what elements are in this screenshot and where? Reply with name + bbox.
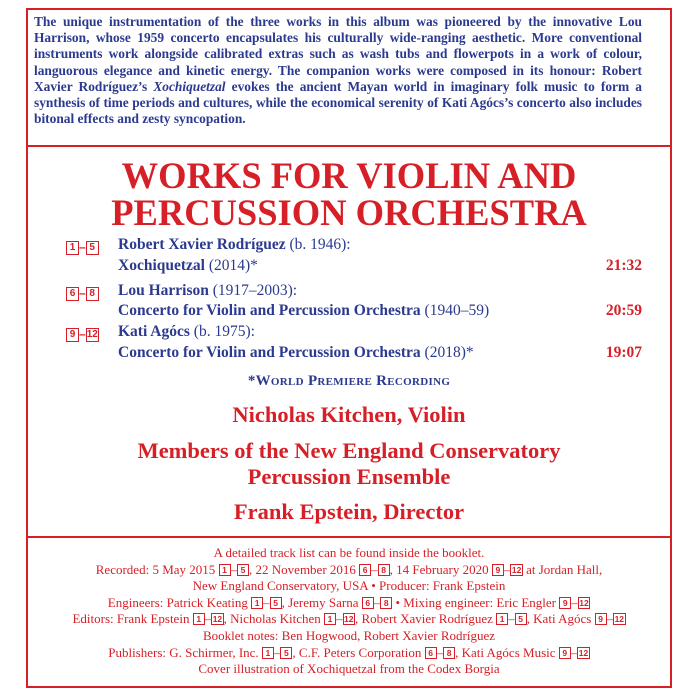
credit-text: , Robert Xavier Rodríguez (355, 611, 493, 627)
track-start-box: 9 (66, 328, 79, 342)
album-title-line1: WORKS FOR VIOLIN AND (121, 155, 577, 196)
piece-year: (1940–59) (420, 302, 490, 319)
track-end-box: 12 (86, 328, 98, 340)
piece-title: Concerto for Violin and Percussion Orchestra (118, 344, 421, 361)
track-number-box: 1 (251, 597, 263, 609)
credit-text: – (373, 594, 381, 610)
credit-text: , Kati Agócs Music (455, 644, 556, 660)
work-1-composer-line (118, 236, 351, 254)
piece-title: Xochiquetzal (118, 257, 205, 274)
description-text-cont: evokes the ancient Mayan world in imaginary folk music to form a synthesis of time periods and cultures, while the economical serenity of Kati Agócs’s concerto also includes bitonal effects and zesty syncopation. (34, 78, 642, 127)
credit-text: , Nicholas Kitchen (223, 611, 321, 627)
credit-text: – (503, 561, 511, 577)
composer-name: Kati Agócs (118, 323, 190, 340)
credit-text: – (436, 644, 444, 660)
track-number-box: 1 (324, 613, 336, 625)
composer-dates: (b. 1975): (189, 323, 255, 340)
world-premiere-note (28, 373, 670, 390)
description-italic-title: Xochiquetzal (153, 78, 226, 94)
track-number-box: 9 (492, 564, 504, 576)
work-2-piece-line (118, 302, 489, 320)
soloist: Nicholas Kitchen, Violin (232, 402, 466, 427)
work-1-piece-line (118, 257, 258, 275)
album-description (34, 14, 642, 127)
credit-text: – (204, 611, 212, 627)
credits-engineers (28, 595, 670, 612)
piece-year: (2018)* (420, 344, 474, 361)
track-number-box: 1 (219, 564, 231, 576)
credit-text: – (230, 561, 238, 577)
track-number-box: 8 (380, 597, 392, 609)
director: Frank Epstein, Director (233, 499, 465, 524)
divider-top (28, 145, 670, 147)
credit-text: at Jordan Hall, (522, 561, 603, 577)
track-number-box: 1 (193, 613, 205, 625)
description-text: The unique instrumentation of the three works in this album was pioneered by the innovative Lou Harrison, whose 1959 concerto encapsulates his culturally wide-ranging aesthetic. More conventional instruments work alongside calibrated extras such as wash tubs and flowerpots in a work of colour, languorous elegance and kinetic energy. The companion works were composed in its honour: Robert Xavier Rodríguez’s (34, 14, 642, 94)
track-number-box: 9 (595, 613, 607, 625)
track-number-box: 6 (362, 597, 374, 609)
divider-bottom (28, 536, 670, 538)
credit-text: Engineers: Patrick Keating (107, 594, 248, 610)
composer-name: Robert Xavier Rodríguez (118, 236, 286, 253)
track-range-3 (66, 327, 99, 342)
work-3-composer-line (118, 323, 255, 341)
album-title-line2: PERCUSSION ORCHESTRA (111, 192, 587, 233)
credit-text: Editors: Frank Epstein (72, 611, 190, 627)
credit-text: , Jeremy Sarna (281, 594, 359, 610)
track-number-box: 6 (425, 647, 437, 659)
credit-text: – (606, 611, 614, 627)
track-number-box: 12 (578, 647, 589, 658)
work-3-duration: 19:07 (605, 344, 642, 361)
track-number-box: 12 (511, 564, 522, 575)
track-range-2 (66, 286, 99, 301)
track-dash: – (79, 240, 86, 254)
credit-text: , C.F. Peters Corporation (292, 644, 422, 660)
credits-booklet-notes: Booklet notes: Ben Hogwood, Robert Xavier Rodríguez (202, 627, 496, 643)
track-number-box: 5 (270, 597, 282, 609)
track-number-box: 1 (262, 647, 274, 659)
track-number-box: 12 (212, 614, 223, 625)
track-range-1 (66, 240, 99, 255)
work-2-composer-line (118, 282, 297, 300)
piece-year: (2014)* (204, 257, 258, 274)
composer-dates: (1917–2003): (208, 282, 298, 299)
credit-text: Publishers: G. Schirmer, Inc. (108, 644, 259, 660)
track-end-box: 5 (86, 241, 99, 255)
track-number-box: 8 (443, 647, 455, 659)
track-number-box: 9 (559, 597, 571, 609)
ensemble-line2: Percussion Ensemble (247, 464, 451, 489)
credits-venue: New England Conservatory, USA • Producer: Frank Epstein (192, 578, 506, 594)
work-2-duration: 20:59 (605, 302, 642, 319)
composer-dates: (b. 1946): (285, 236, 351, 253)
world-premiere-text: *World Premiere Recording (247, 373, 451, 389)
credit-text: , Kati Agócs (526, 611, 592, 627)
track-start-box: 6 (66, 287, 79, 301)
track-number-box: 9 (559, 647, 571, 659)
track-end-box: 8 (86, 287, 99, 301)
credits-booklet-note: A detailed track list can be found inside the booklet. (213, 545, 485, 560)
ensemble-line1: Members of the New England Conservatory (137, 438, 561, 463)
credit-text: Recorded: 5 May 2015 (95, 561, 216, 577)
track-number-box: 5 (515, 613, 527, 625)
track-number-box: 5 (237, 564, 249, 576)
work-1-duration: 21:32 (605, 257, 642, 274)
credits-editors (28, 611, 670, 628)
credits-publishers (28, 645, 670, 662)
track-number-box: 5 (280, 647, 292, 659)
credits-cover: Cover illustration of Xochiquetzal from the Codex Borgia (198, 661, 500, 677)
work-3-piece-line (118, 344, 474, 362)
track-dash: – (79, 327, 86, 341)
track-dash: – (79, 286, 86, 300)
track-number-box: 1 (496, 613, 508, 625)
credits-block (28, 545, 670, 678)
credit-text: , 14 February 2020 (389, 561, 489, 577)
credit-text: – (336, 611, 343, 627)
credit-text: – (508, 611, 515, 627)
track-number-box: 12 (614, 614, 625, 625)
track-number-box: 12 (344, 614, 354, 625)
credit-text: • Mixing engineer: Eric Engler (392, 594, 556, 610)
track-number-box: 8 (378, 564, 390, 576)
credit-text: – (371, 561, 378, 577)
credit-text: – (273, 644, 281, 660)
credit-text: – (263, 594, 270, 610)
credit-text: – (570, 644, 578, 660)
track-start-box: 1 (66, 241, 79, 255)
credits-recorded (28, 562, 670, 579)
piece-title: Concerto for Violin and Percussion Orchestra (118, 302, 421, 319)
track-number-box: 12 (579, 597, 589, 608)
track-number-box: 6 (359, 564, 371, 576)
credit-text: – (571, 594, 578, 610)
credit-text: , 22 November 2016 (249, 561, 356, 577)
composer-name: Lou Harrison (118, 282, 209, 299)
